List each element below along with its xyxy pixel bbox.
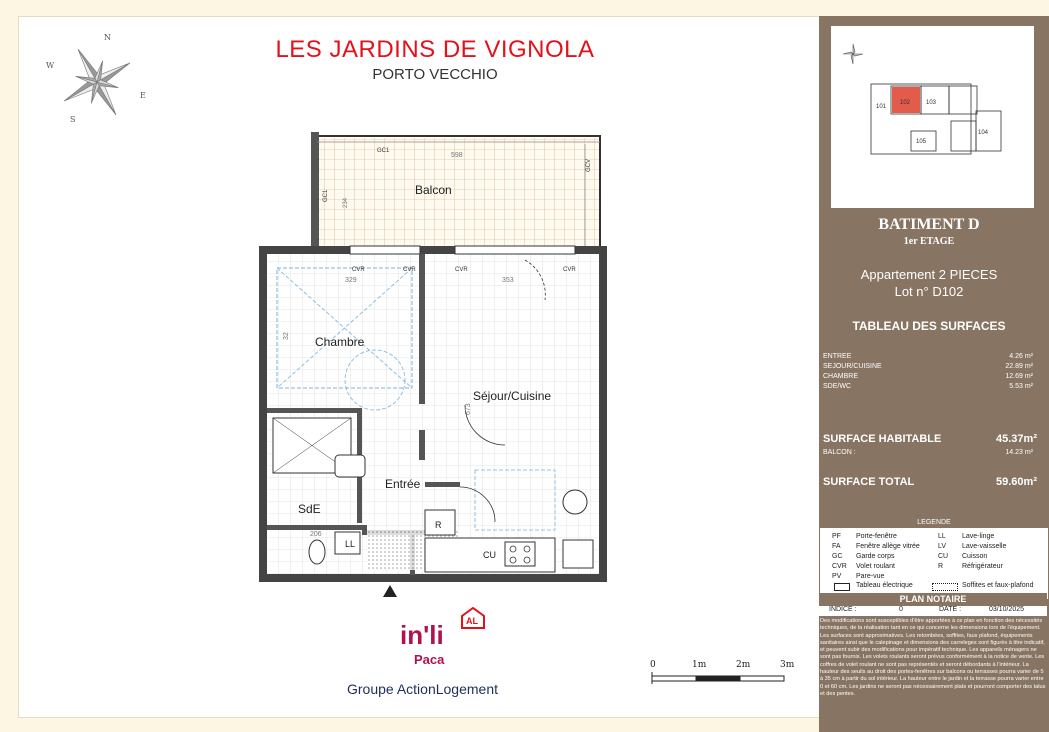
balcon-surface: BALCON : 14.23 m² — [823, 449, 1033, 456]
dim-234: 234 — [343, 197, 349, 208]
dim-598: 598 — [451, 152, 463, 159]
etage: 1er ETAGE — [903, 236, 955, 247]
key-plan — [831, 26, 1034, 208]
scale-1m: 1m — [692, 660, 707, 670]
dim-329: 329 — [345, 277, 357, 284]
dim-206: 206 — [310, 531, 322, 538]
scale-0: 0 — [650, 660, 656, 670]
tableau-electrique-icon — [834, 583, 850, 591]
key-103: 103 — [926, 100, 937, 106]
room-sejour: Séjour/Cuisine — [473, 389, 552, 403]
key-105: 105 — [916, 139, 927, 145]
surface-row: SEJOUR/CUISINE 22.89 m² — [823, 363, 1033, 370]
label-ll: LL — [345, 539, 356, 549]
info-panel — [819, 16, 1049, 732]
page-title: LES JARDINS DE VIGNOLA — [275, 36, 595, 63]
compass-rose-icon — [42, 30, 152, 130]
surface-row: ENTREE 4.26 m² — [823, 353, 1033, 360]
lot-number: Lot n° D102 — [894, 284, 964, 299]
dim-gc1a: GC1 — [377, 148, 390, 154]
surface-row: SDE/WC 5.53 m² — [823, 383, 1033, 390]
page-subtitle: PORTO VECCHIO — [372, 66, 498, 83]
label-r: R — [435, 520, 442, 530]
plan-notaire: PLAN NOTAIRE — [819, 593, 1047, 605]
dim-673: 673 — [465, 403, 472, 415]
surface-row: CHAMBRE 12.69 m² — [823, 373, 1033, 380]
room-balcon: Balcon — [415, 183, 452, 197]
surface-habitable: SURFACE HABITABLE 45.37m² — [823, 433, 1037, 445]
logo-group-actionlogement: Groupe ActionLogement — [347, 681, 498, 697]
disclaimer-note: Des modifications sont susceptibles d'être apportées à ce plan en fonction des nécessités techniques, de la réalisation tant en ce qui concerne les dimensions lors de l'équipement. Les surfaces sont approximatives. Les retombées, soffites, faux plafond, équipements sanitaires ainsi que le calepinage et dimensions des carreleges sont figurés à titre indicatif, et peuvent subir des modifications pour impératif technique. Les appareils ménagers ne sont pas fournis. Les volets roulants seront prévus conformément à la notice de vente. Les coffres de volet roulant ne sont pas représentés et seront débordants à l'intérieur. La hauteur des seuils au droit des portes-fenêtres sur balcons ou terrasses pourra varier de 5 à 35 cm à partir du sol intérieur. La hauteur entre le jardin et la terrasse pourra varier entre 0 et 60 cm. Les jardins ne seront pas nécessairement plats et pourront comporter des talus et des pentes. — [820, 618, 1046, 697]
dim-gcv: GCV — [586, 158, 592, 172]
scale-3m: 3m — [780, 660, 795, 670]
compass-w: W — [46, 61, 55, 70]
dim-cvr2: CVR — [403, 267, 416, 273]
dim-cvr4: CVR — [563, 267, 576, 273]
entry-arrow-icon — [383, 585, 397, 597]
scale-2m: 2m — [736, 660, 751, 670]
appartement: Appartement 2 PIECES — [860, 267, 998, 282]
logo-text: in'li — [400, 620, 444, 650]
compass-s: S — [70, 115, 76, 124]
dim-cvr3: CVR — [455, 267, 468, 273]
key-102: 102 — [900, 100, 911, 106]
logo-house-icon — [460, 607, 486, 629]
legend-box: LEGENDE PF Porte-fenêtre LL Lave-linge FA Fenêtre allège vitrée LV Lave-vaisselle GC Garde corps CU Cuisson CVR Volet roulant R Réfrigérateur PV Pare-vue Tableau électrique Soffites et faux-plafond — [819, 518, 1049, 600]
key-104: 104 — [978, 130, 989, 136]
compass-n: N — [104, 33, 111, 42]
batiment: BATIMENT D — [878, 216, 980, 233]
label-cu: CU — [483, 550, 496, 560]
room-chambre: Chambre — [315, 335, 365, 349]
balcony-wall — [311, 132, 319, 252]
indice-row: INDICE : 0 DATE : 03/10/2025 — [819, 606, 1047, 616]
dim-gc1b: GC1 — [323, 189, 329, 202]
surface-total: SURFACE TOTAL 59.60m² — [823, 476, 1037, 488]
dim-353: 353 — [502, 277, 514, 284]
key-101: 101 — [876, 104, 887, 110]
dim-32: 32 — [283, 332, 290, 340]
room-entree: Entrée — [385, 477, 421, 491]
legend-title: LEGENDE — [820, 518, 1048, 528]
logo-al-text: AL — [466, 616, 478, 626]
compass-e: E — [140, 91, 146, 100]
floor-plan — [255, 130, 615, 585]
dim-cvr1: CVR — [352, 267, 365, 273]
soffite-icon — [932, 583, 958, 591]
room-sde: SdE — [298, 502, 321, 516]
tableau-title: TABLEAU DES SURFACES — [852, 319, 1006, 333]
logo-paca: Paca — [414, 652, 445, 667]
